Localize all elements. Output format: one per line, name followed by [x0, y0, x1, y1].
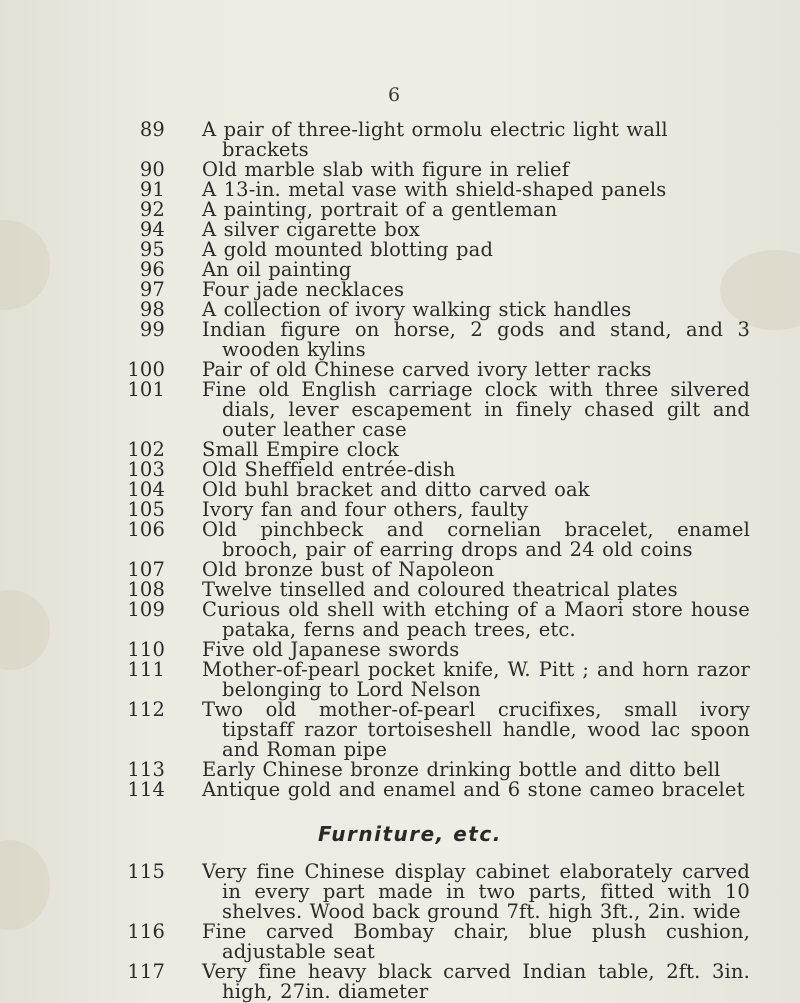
lot-number: 91: [139, 178, 165, 201]
lot-number: 112: [127, 698, 165, 721]
lot-description: Ivory fan and four others, faulty: [202, 498, 529, 521]
lot-entry: [0, 922, 800, 962]
lot-description: Early Chinese bronze drinking bottle and ditto bell: [202, 758, 721, 781]
section-heading: Furniture, etc.: [318, 822, 502, 846]
page-number: 6: [388, 84, 401, 106]
lot-number: 100: [127, 358, 165, 381]
lot-description: Old bronze bust of Napoleon: [202, 558, 495, 581]
lot-number: 113: [127, 758, 165, 781]
lot-entry: [0, 660, 800, 700]
lot-description: Very fine heavy black carved Indian table, 2ft. 3in. high, 27in. diameter: [202, 960, 750, 1003]
lot-description: Indian figure on horse, 2 gods and stand, and 3 wooden kylins: [202, 318, 750, 361]
lot-description: A pair of three-light ormolu electric light wall brackets: [202, 118, 668, 161]
lot-entry: [0, 300, 800, 320]
lot-number: 106: [127, 518, 165, 541]
lot-entry: [0, 460, 800, 480]
lot-description: Very fine Chinese display cabinet elaborately carved in every part made in two parts, fitted with 10 shelves. Wood back ground 7ft. high 3ft., 2in. wide: [202, 860, 750, 923]
lot-description: Fine carved Bombay chair, blue plush cushion, adjustable seat: [202, 920, 750, 963]
lot-number: 117: [127, 960, 165, 983]
lot-description: Mother-of-pearl pocket knife, W. Pitt ; and horn razor belonging to Lord Nelson: [202, 658, 750, 701]
lot-number: 95: [139, 238, 165, 261]
lot-description: Fine old English carriage clock with three silvered dials, lever escapement in finely chased gilt and outer leather case: [202, 378, 750, 441]
lot-number: 110: [127, 638, 165, 661]
lot-entry: [0, 640, 800, 660]
lot-description: Two old mother-of-pearl crucifixes, small ivory tipstaff razor tortoiseshell handle, wood lac spoon and Roman pipe: [202, 698, 750, 761]
lot-number: 98: [139, 298, 165, 321]
lot-entry: [0, 380, 800, 440]
lot-number: 114: [127, 778, 165, 801]
lot-description: A collection of ivory walking stick handles: [202, 298, 632, 321]
lot-number: 103: [127, 458, 165, 481]
lot-number: 108: [127, 578, 165, 601]
lot-entry: [0, 180, 800, 200]
lot-description: Old Sheffield entrée-dish: [202, 458, 456, 481]
lot-description: A 13-in. metal vase with shield-shaped panels: [202, 178, 667, 201]
lot-description: A silver cigarette box: [202, 218, 420, 241]
lot-entry: [0, 320, 800, 360]
lot-entry: [0, 280, 800, 300]
lot-number: 101: [127, 378, 165, 401]
lot-entry: [0, 440, 800, 460]
lot-description: Old buhl bracket and ditto carved oak: [202, 478, 590, 501]
lot-description: Small Empire clock: [202, 438, 399, 461]
lot-entry: [0, 480, 800, 500]
lot-entry: [0, 240, 800, 260]
lot-description: Old pinchbeck and cornelian bracelet, enamel brooch, pair of earring drops and 24 old coins: [202, 518, 750, 561]
lot-number: 92: [139, 198, 165, 221]
lot-entry: [0, 700, 800, 760]
lot-number: 99: [139, 318, 165, 341]
lot-number: 96: [139, 258, 165, 281]
lot-description: Old marble slab with figure in relief: [202, 158, 570, 181]
lot-number: 105: [127, 498, 165, 521]
lot-description: Pair of old Chinese carved ivory letter racks: [202, 358, 652, 381]
lot-entry: [0, 600, 800, 640]
lot-entry: [0, 580, 800, 600]
lot-description: Twelve tinselled and coloured theatrical plates: [202, 578, 678, 601]
lot-number: 116: [127, 920, 165, 943]
lot-description: Four jade necklaces: [202, 278, 405, 301]
lot-number: 107: [127, 558, 165, 581]
lot-number: 94: [139, 218, 165, 241]
lot-entry: [0, 360, 800, 380]
lot-entry: [0, 760, 800, 780]
lot-list: [0, 120, 800, 1002]
lot-entry: [0, 120, 800, 160]
lot-entry: [0, 780, 800, 800]
lot-entry: [0, 200, 800, 220]
lot-number: 115: [127, 860, 165, 883]
lot-number: 102: [127, 438, 165, 461]
lot-entry: [0, 220, 800, 240]
lot-number: 104: [127, 478, 165, 501]
lot-number: 97: [139, 278, 165, 301]
lot-entry: [0, 260, 800, 280]
lot-number: 89: [139, 118, 165, 141]
lot-number: 109: [127, 598, 165, 621]
lot-entry: [0, 500, 800, 520]
lot-number: 90: [139, 158, 165, 181]
lot-description: Five old Japanese swords: [202, 638, 460, 661]
lot-entry: [0, 560, 800, 580]
lot-description: Curious old shell with etching of a Maori store house pataka, ferns and peach trees, etc.: [202, 598, 750, 641]
lot-description: A gold mounted blotting pad: [202, 238, 494, 261]
lot-entry: [0, 962, 800, 1002]
lot-description: Antique gold and enamel and 6 stone cameo bracelet: [202, 778, 745, 801]
lot-entry: [0, 160, 800, 180]
lot-entry: [0, 862, 800, 922]
lot-entry: [0, 520, 800, 560]
lot-description: A painting, portrait of a gentleman: [202, 198, 558, 221]
lot-number: 111: [127, 658, 165, 681]
lot-description: An oil painting: [202, 258, 352, 281]
